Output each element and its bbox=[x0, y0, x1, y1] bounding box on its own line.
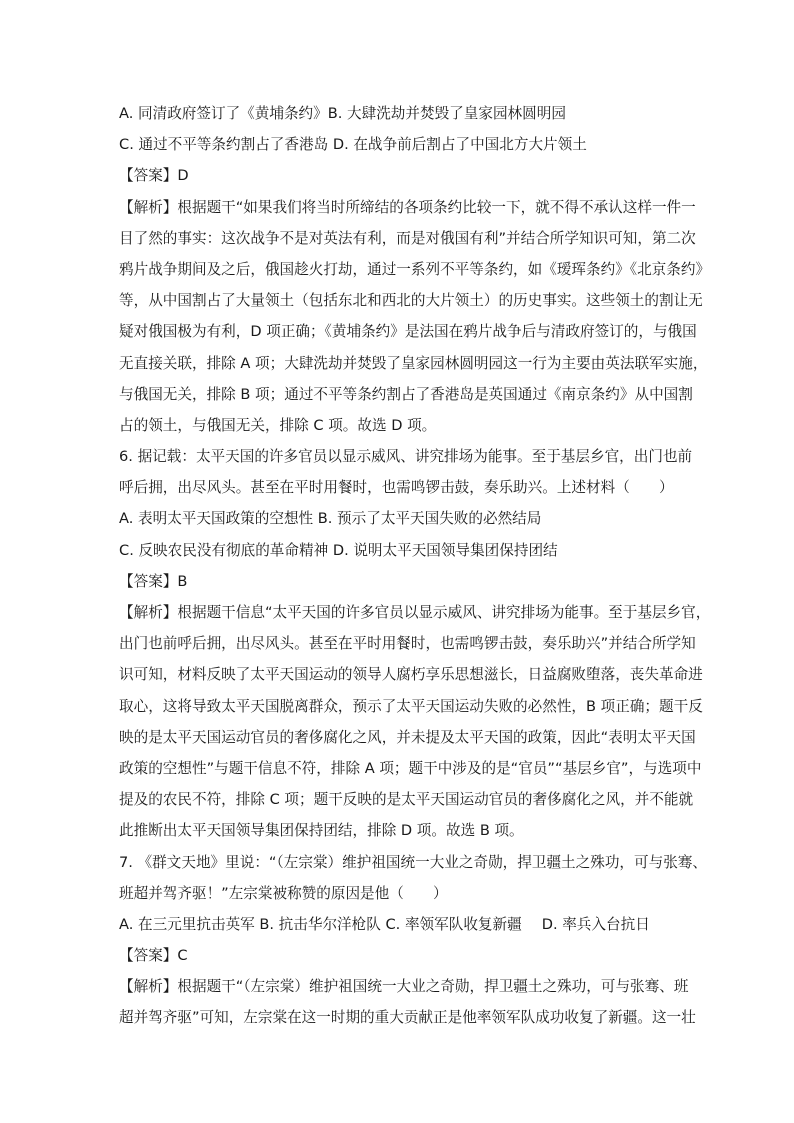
question-6-line-1: 6. 据记载：太平天国的许多官员以显示威风、讲究排场为能事。至于基层乡官，出门也前 bbox=[119, 448, 693, 466]
option-line-6ab: A. 表明太平天国政策的空想性 B. 预示了太平天国失败的必然结局 bbox=[119, 510, 542, 528]
answer-6: 【答案】B bbox=[119, 572, 188, 590]
analysis-6-line-6: 政策的空想性”与题干信息不符，排除 A 项；题干中涉及的是“官员”“基层乡官”，与选项中 bbox=[119, 759, 702, 777]
option-7-abc: A. 在三元里抗击英军 B. 抗击华尔洋枪队 C. 率领军队收复新疆 bbox=[119, 915, 522, 933]
analysis-5-line-3: 鸦片战争期间及之后，俄国趁火打劫，通过一系列不平等条约，如《瑷珲条约》《北京条约》 bbox=[119, 260, 711, 278]
analysis-7-line-1: 【解析】根据题干“（左宗棠）维护祖国统一大业之奇勋，捍卫疆土之殊功，可与张骞、班 bbox=[119, 978, 689, 996]
analysis-6-line-3: 识可知，材料反映了太平天国运动的领导人腐朽享乐思想滋长，日益腐败堕落，丧失革命进 bbox=[119, 666, 703, 684]
document-body bbox=[119, 98, 711, 1034]
analysis-5-line-8: 占的领土，与俄国无关，排除 C 项。故选 D 项。 bbox=[119, 416, 437, 434]
analysis-5-line-5: 疑对俄国极为有利，D 项正确；《黄埔条约》是法国在鸦片战争后与清政府签订的，与俄国 bbox=[119, 323, 697, 341]
answer-7: 【答案】C bbox=[119, 947, 188, 965]
analysis-5-line-2: 目了然的事实：这次战争不是对英法有利，而是对俄国有利”并结合所学知识可知，第二次 bbox=[119, 229, 696, 247]
analysis-6-line-4: 取心，这将导致太平天国脱离群众，预示了太平天国运动失败的必然性，B 项正确；题干反 bbox=[119, 697, 703, 715]
option-line-7 bbox=[119, 909, 679, 940]
option-line-5ab: A. 同清政府签订了《黄埔条约》B. 大肆洗劫并焚毁了皇家园林圆明园 bbox=[119, 105, 566, 122]
option-line-6cd: C. 反映农民没有彻底的革命精神 D. 说明太平天国领导集团保持团结 bbox=[119, 541, 558, 559]
analysis-6-line-1: 【解析】根据题干信息“太平天国的许多官员以显示威风、讲究排场为能事。至于基层乡官， bbox=[119, 604, 711, 621]
analysis-6-line-2: 出门也前呼后拥，出尽风头。甚至在平时用餐时，也需鸣锣击鼓，奏乐助兴”并结合所学知 bbox=[119, 635, 696, 653]
analysis-7-line-2: 超并驾齐驱”可知，左宗棠在这一时期的重大贡献正是他率领军队成功收复了新疆。这一壮 bbox=[119, 1009, 696, 1027]
question-6-line-2: 呼后拥，出尽风头。甚至在平时用餐时，也需鸣锣击鼓，奏乐助兴。上述材料（ ） bbox=[119, 479, 674, 497]
option-7-d: D. 率兵入台抗日 bbox=[541, 915, 650, 933]
option-line-5cd: C. 通过不平等条约割占了香港岛 D. 在战争前后割占了中国北方大片领土 bbox=[119, 136, 587, 154]
analysis-5-line-7: 与俄国无关，排除 B 项；通过不平等条约割占了香港岛是英国通过《南京条约》从中国割 bbox=[119, 385, 693, 403]
question-7-line-2: 班超并驾齐驱！”左宗棠被称赞的原因是他（ ） bbox=[119, 884, 448, 902]
analysis-5-line-6: 无直接关联，排除 A 项；大肆洗劫并焚毁了皇家园林圆明园这一行为主要由英法联军实施， bbox=[119, 354, 708, 372]
answer-5: 【答案】D bbox=[119, 167, 189, 185]
analysis-5-line-4: 等，从中国割占了大量领土（包括东北和西北的大片领土）的历史事实。这些领土的割让无 bbox=[119, 292, 703, 310]
analysis-6-line-5: 映的是太平天国运动官员的奢侈腐化之风，并未提及太平天国的政策，因此“表明太平天国 bbox=[119, 728, 696, 746]
analysis-6-line-8: 此推断出太平天国领导集团保持团结，排除 D 项。故选 B 项。 bbox=[119, 822, 524, 840]
analysis-5-line-1: 【解析】根据题干“如果我们将当时所缔结的各项条约比较一下，就不得不承认这样一件一 bbox=[119, 198, 696, 216]
analysis-6-line-7: 提及的农民不符，排除 C 项；题干反映的是太平天国运动官员的奢侈腐化之风，并不能就 bbox=[119, 791, 694, 809]
question-7-line-1: 7. 《群文天地》里说：“（左宗棠）维护祖国统一大业之奇勋，捍卫疆土之殊功，可与张骞、 bbox=[119, 853, 707, 871]
